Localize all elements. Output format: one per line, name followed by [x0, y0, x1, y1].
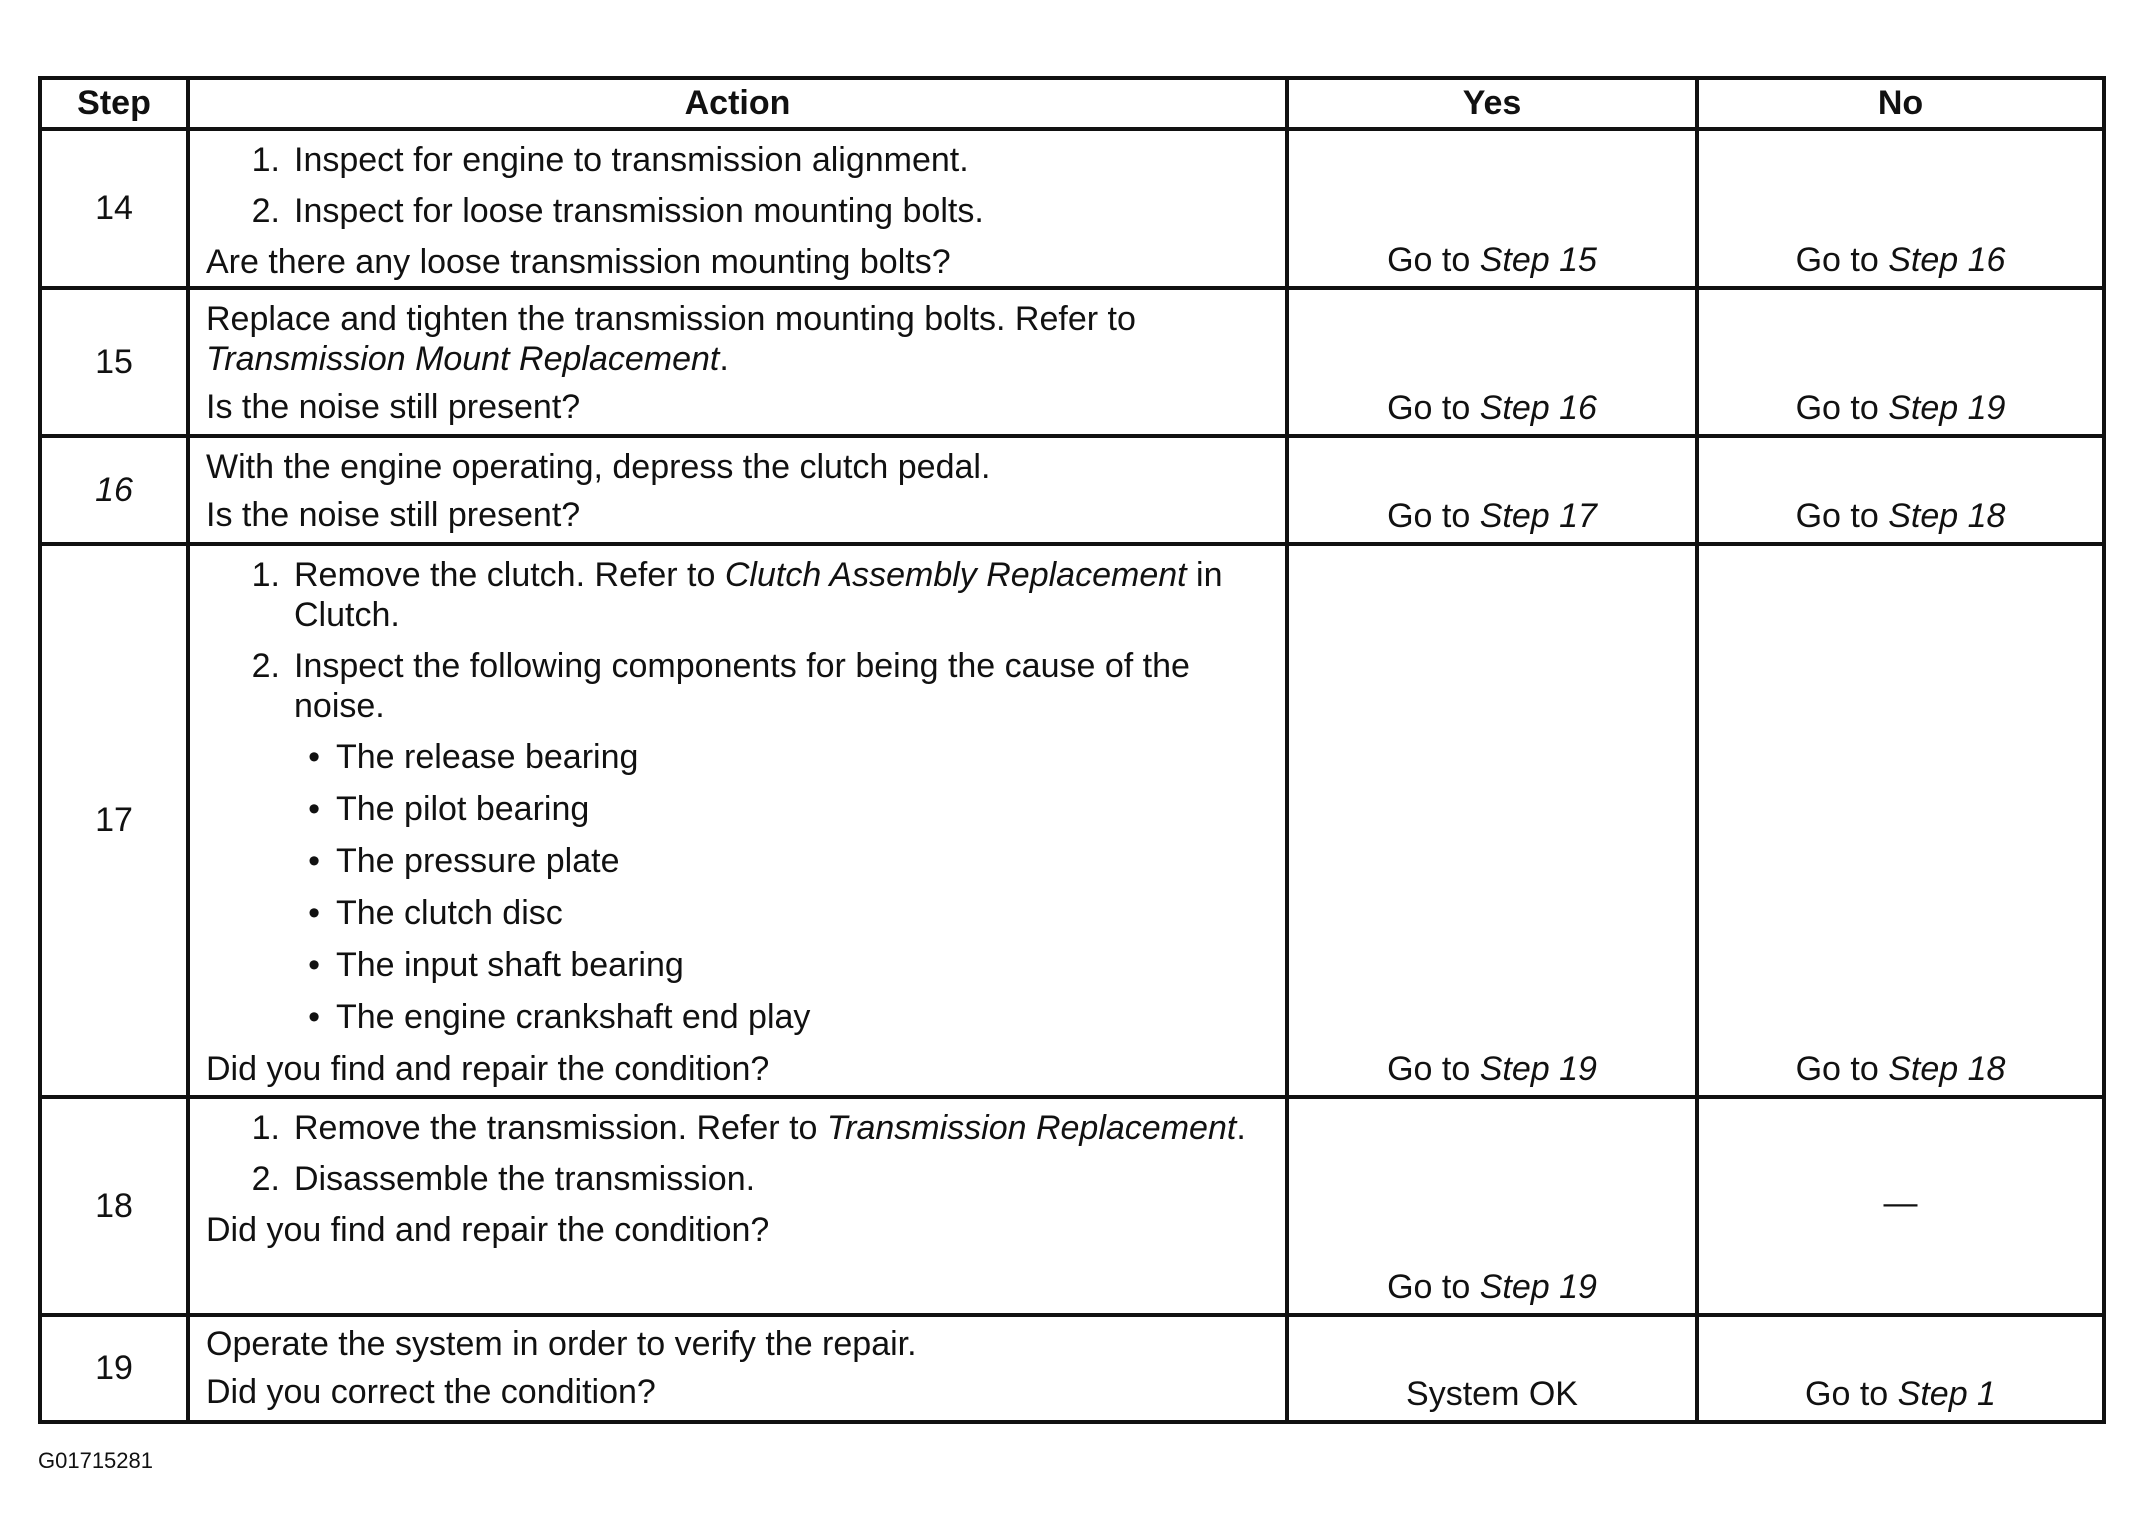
question: Is the noise still present?	[206, 496, 581, 534]
reference-link[interactable]: Transmission Replacement	[826, 1109, 1237, 1147]
step-link[interactable]: Step 17	[1479, 497, 1597, 535]
no-cell: Go to Step 1	[1697, 1315, 2104, 1422]
list-item: 1. Remove the transmission. Refer to Transmission Replacement.	[251, 1109, 1246, 1147]
step-number: 15	[40, 288, 188, 436]
action-cell	[188, 436, 1287, 544]
step-link[interactable]: Step 19	[1479, 1268, 1597, 1306]
list-item: 2. Disassemble the transmission.	[251, 1160, 756, 1198]
action-cell	[188, 544, 1287, 1097]
list-item: 1. Remove the clutch. Refer to Clutch Assembly Replacement in Clutch.	[251, 556, 1223, 634]
instruction: With the engine operating, depress the clutch pedal.	[206, 448, 991, 486]
action-cell	[188, 1315, 1287, 1422]
figure-id: G01715281	[38, 1448, 153, 1473]
table-row	[40, 1315, 2104, 1422]
table-row	[40, 288, 2104, 436]
reference-link[interactable]: Clutch Assembly Replacement	[724, 556, 1187, 594]
yes-cell: System OK	[1287, 1315, 1697, 1422]
step-link[interactable]: Step 18	[1888, 1050, 2006, 1088]
yes-cell: Go to Step 19	[1287, 1097, 1697, 1315]
no-cell: —	[1697, 1097, 2104, 1315]
header-action: Action	[188, 78, 1287, 129]
table-row	[40, 544, 2104, 1097]
step-link[interactable]: Step 16	[1888, 241, 2006, 279]
step-link[interactable]: Step 15	[1479, 241, 1597, 279]
list-item: 1. Inspect for engine to transmission alignment.	[251, 141, 969, 179]
reference-link[interactable]: Transmission Mount Replacement	[206, 340, 720, 378]
bullet-item: • The input shaft bearing	[308, 946, 684, 984]
no-cell: Go to Step 18	[1697, 436, 2104, 544]
instruction: Operate the system in order to verify the repair.	[206, 1325, 917, 1363]
bullet-item: • The clutch disc	[308, 894, 563, 932]
step-number: 17	[40, 544, 188, 1097]
action-cell	[188, 288, 1287, 436]
table-row	[40, 1097, 2104, 1315]
question: Did you correct the condition?	[206, 1373, 656, 1411]
list-item: 2. Inspect for loose transmission mounting bolts.	[251, 192, 984, 230]
question: Is the noise still present?	[206, 388, 581, 426]
question: Did you find and repair the condition?	[206, 1211, 770, 1249]
header-row	[40, 78, 2104, 129]
step-link[interactable]: Step 16	[1479, 389, 1597, 427]
step-number: 19	[40, 1315, 188, 1422]
yes-cell: Go to Step 16	[1287, 288, 1697, 436]
step-number: 16	[40, 436, 188, 544]
header-step: Step	[40, 78, 188, 129]
yes-cell: Go to Step 17	[1287, 436, 1697, 544]
step-number: 14	[40, 129, 188, 288]
instruction: Replace and tighten the transmission mounting bolts. Refer to Transmission Mount Replacement.	[206, 300, 1136, 378]
no-cell: Go to Step 18	[1697, 544, 2104, 1097]
no-cell: Go to Step 19	[1697, 288, 2104, 436]
action-cell	[188, 1097, 1287, 1315]
bullet-item: • The release bearing	[308, 738, 639, 776]
table-row	[40, 436, 2104, 544]
bullet-item: • The pilot bearing	[308, 790, 590, 828]
table-row	[40, 129, 2104, 288]
step-link[interactable]: Step 19	[1479, 1050, 1597, 1088]
yes-cell: Go to Step 19	[1287, 544, 1697, 1097]
action-cell	[188, 129, 1287, 288]
step-number: 18	[40, 1097, 188, 1315]
bullet-item: • The pressure plate	[308, 842, 620, 880]
step-link[interactable]: Step 1	[1897, 1375, 1996, 1413]
bullet-item: • The engine crankshaft end play	[308, 998, 811, 1036]
header-no: No	[1697, 78, 2104, 129]
step-link[interactable]: Step 19	[1888, 389, 2006, 427]
list-item: 2. Inspect the following components for being the cause of the noise.	[251, 647, 1190, 725]
yes-cell: Go to Step 15	[1287, 129, 1697, 288]
question: Did you find and repair the condition?	[206, 1050, 770, 1088]
header-yes: Yes	[1287, 78, 1697, 129]
question: Are there any loose transmission mounting bolts?	[206, 243, 951, 281]
no-cell: Go to Step 16	[1697, 129, 2104, 288]
diagnostic-table	[38, 76, 2106, 1424]
step-link[interactable]: Step 18	[1888, 497, 2006, 535]
